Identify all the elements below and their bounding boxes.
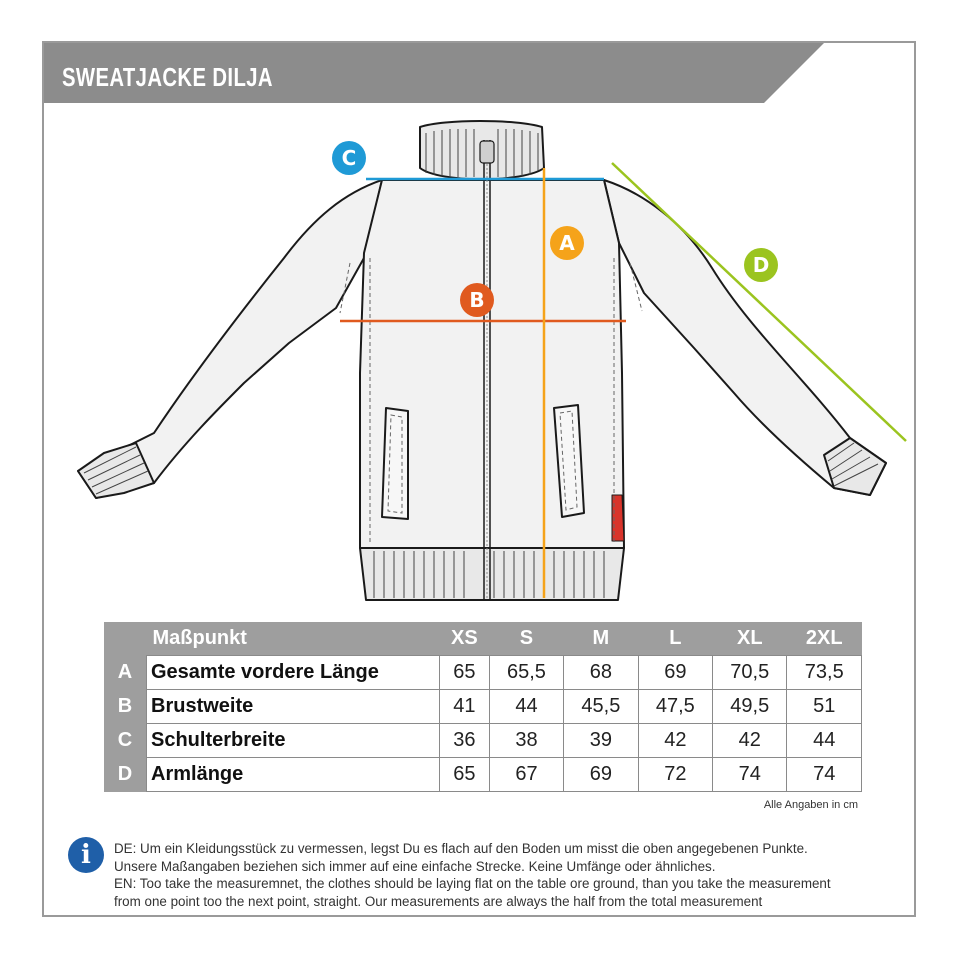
jacket-drawing [44,43,918,623]
size-chart-frame [42,41,916,917]
table-header-size: S [489,622,563,656]
row-value: 47,5 [638,690,712,724]
row-value: 72 [638,758,712,792]
row-value: 70,5 [713,656,787,690]
table-header-corner [104,622,147,656]
marker-d: D [744,248,778,282]
table-header-size: L [638,622,712,656]
instruction-line: DE: Um ein Kleidungsstück zu vermessen, legst Du es flach auf den Boden um misst die oben angegebenen Punkte. [114,841,808,856]
row-value: 74 [787,758,862,792]
table-row [104,690,862,724]
marker-b: B [460,283,494,317]
row-value: 51 [787,690,862,724]
row-name: Brustweite [147,690,440,724]
instruction-line: from one point too the next point, straight. Our measurements are always the half from the total measurement [114,893,763,909]
table-row [104,724,862,758]
row-name: Gesamte vordere Länge [147,656,440,690]
row-value: 44 [489,690,563,724]
row-value: 45,5 [564,690,638,724]
row-value: 69 [564,758,638,792]
row-key: C [104,724,147,758]
row-value: 73,5 [787,656,862,690]
instruction-line: EN: Too take the measuremnet, the clothes should be laying flat on the table ore ground, than you take the measurement [114,876,831,891]
units-note: Alle Angaben in cm [763,799,858,811]
row-key: B [104,690,147,724]
row-value: 42 [713,724,787,758]
instruction-line: Unsere Maßangaben beziehen sich immer auf eine einfache Strecke. Keine Umfänge oder ähnliches. [114,858,716,874]
page-title: SWEATJACKE DILJA [62,62,273,92]
table-header-size: XL [713,622,787,656]
table-header-row [104,622,862,656]
row-value: 42 [638,724,712,758]
row-name: Schulterbreite [147,724,440,758]
row-value: 65 [440,656,490,690]
row-key: D [104,758,147,792]
row-value: 41 [440,690,490,724]
size-table [104,622,862,792]
row-value: 49,5 [713,690,787,724]
table-header-size: XS [440,622,490,656]
row-value: 44 [787,724,862,758]
table-header-size: M [564,622,638,656]
row-value: 65 [440,758,490,792]
table-header-size: 2XL [787,622,862,656]
info-icon: i [68,837,104,873]
row-key: A [104,656,147,690]
table-header-label: Maßpunkt [147,622,440,656]
row-value: 65,5 [489,656,563,690]
row-value: 39 [564,724,638,758]
table-row [104,656,862,690]
row-value: 74 [713,758,787,792]
marker-a: A [550,226,584,260]
measurement-instructions [114,840,904,910]
row-value: 69 [638,656,712,690]
table-row [104,758,862,792]
marker-c: C [332,141,366,175]
row-value: 68 [564,656,638,690]
row-value: 36 [440,724,490,758]
row-value: 67 [489,758,563,792]
row-value: 38 [489,724,563,758]
row-name: Armlänge [147,758,440,792]
